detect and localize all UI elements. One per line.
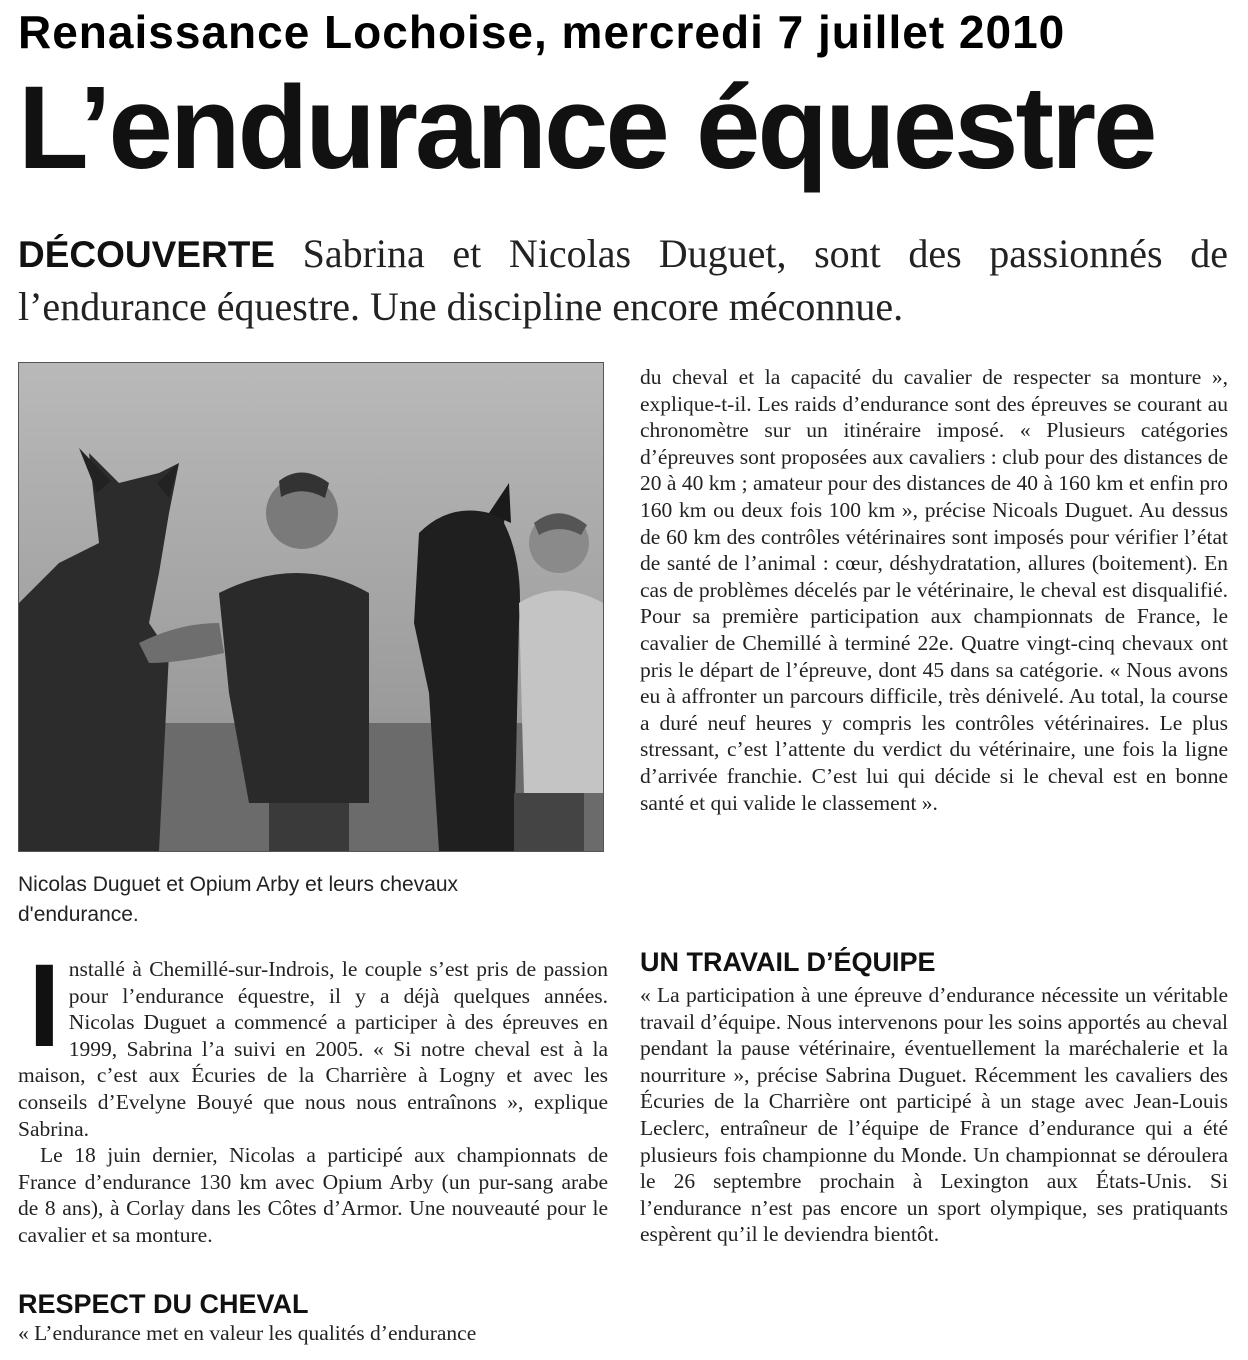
paragraph-1 (18, 940, 608, 1142)
paragraph-1-text: nstallé à Chemillé-sur-Indrois, le couple s’est pris de passion pour l’endurance équestre, il y a déjà quelques années. Nicolas Duguet a commencé a participer à des épreuves en 1999, Sabrina l’a suivi en 2005. « Si notre cheval est à la maison, c’est aux Écuries de la Charrière à Logny et avec les conseils d’Evelyne Bouyé que nous nous entraînons », explique Sabrina. (18, 957, 608, 1141)
paragraph-4: du cheval et la capacité du cavalier de respecter sa monture », explique-t-il. Les raids d’endurance sont des épreuves se courant au chronomètre sur un itinéraire imposé. « Plusieurs catégories d’épreuves sont proposées aux cavaliers : club pour des distances de 20 à 40 km ; amateur pour des distances de 40 à 160 km et enfin pro 160 km ou deux fois 100 km », précise Nicoals Duguet. Au dessus de 60 km des contrôles vétérinaires sont imposés pour vérifier l’état de santé de l’animal : cœur, déshydratation, allures (boitement). En cas de problèmes décelés par le vétérinaire, le cheval est disqualifié. Pour sa première participation aux championnats de France, le cavalier de Chemillé à terminé 22e. Quatre vingt-cinq chevaux ont pris le départ de l’épreuve, dont 45 dans sa catégorie. « Nous avons eu à affronter un parcours difficile, très dénivelé. Au total, la course a duré neuf heures y compris les contrôles vétérinaires. Le plus stressant, c’est l’attente du verdict du vétérinaire, une fois la ligne d’arrivée franchie. C’est lui qui décide si le cheval est en bonne santé et qui valide le classement ». (640, 365, 1228, 815)
article-column-right-end (640, 982, 1228, 1248)
subhead-respect-title: RESPECT DU CHEVAL (18, 1289, 309, 1319)
standfirst (18, 228, 1228, 333)
subhead-travail-title: UN TRAVAIL D’ÉQUIPE (640, 947, 936, 977)
photo-caption: Nicolas Duguet et Opium Arby et leurs chevaux d'endurance. (18, 873, 459, 926)
paragraph-2: Le 18 juin dernier, Nicolas a participé aux championnats de France d’endurance 130 km avec Opium Arby (un pur-sang arabe de 8 ans), à Corlay dans les Côtes d’Armor. Une nouveauté pour le cavalier et sa monture. (18, 1143, 608, 1247)
headline: L’endurance équestre (18, 62, 1155, 194)
paragraph-5: « La participation à une épreuve d’endurance nécessite un véritable travail d’équipe. Nous intervenons pour les soins apportés au cheval pendant la pause vétérinaire, éventuellement la maréchalerie et la nourriture », précise Sabrina Duguet. Récemment les cavaliers des Écuries de la Charrière ont participé à un stage avec Jean-Louis Leclerc, entraîneur de l’équipe de France d’endurance qui a été plusieurs fois championne du Monde. Un championnat se déroulera le 26 septembre prochain à Lexington aux États-Unis. Si l’endurance n’est pas encore un sport olympique, ses pratiquants espèrent qu’il le deviendra bientôt. (640, 983, 1228, 1247)
subhead-respect (18, 1286, 608, 1322)
paragraph-3: « L’endurance met en valeur les qualités d’endurance (18, 1321, 477, 1345)
article-column-right (640, 364, 1228, 816)
photo-illustration (19, 363, 603, 851)
masthead: Renaissance Lochoise, mercredi 7 juillet 2010 (18, 6, 1066, 58)
article-column-left (18, 940, 608, 1249)
article-column-left-end (18, 1320, 608, 1347)
drop-cap: I (28, 940, 61, 1072)
standfirst-kicker: DÉCOUVERTE (18, 234, 275, 275)
standfirst-text: Sabrina et Nicolas Duguet, sont des passionnés de l’endurance équestre. Une discipline encore méconnue. (18, 231, 1228, 329)
article-photo (18, 362, 604, 852)
subhead-travail (640, 944, 1228, 980)
